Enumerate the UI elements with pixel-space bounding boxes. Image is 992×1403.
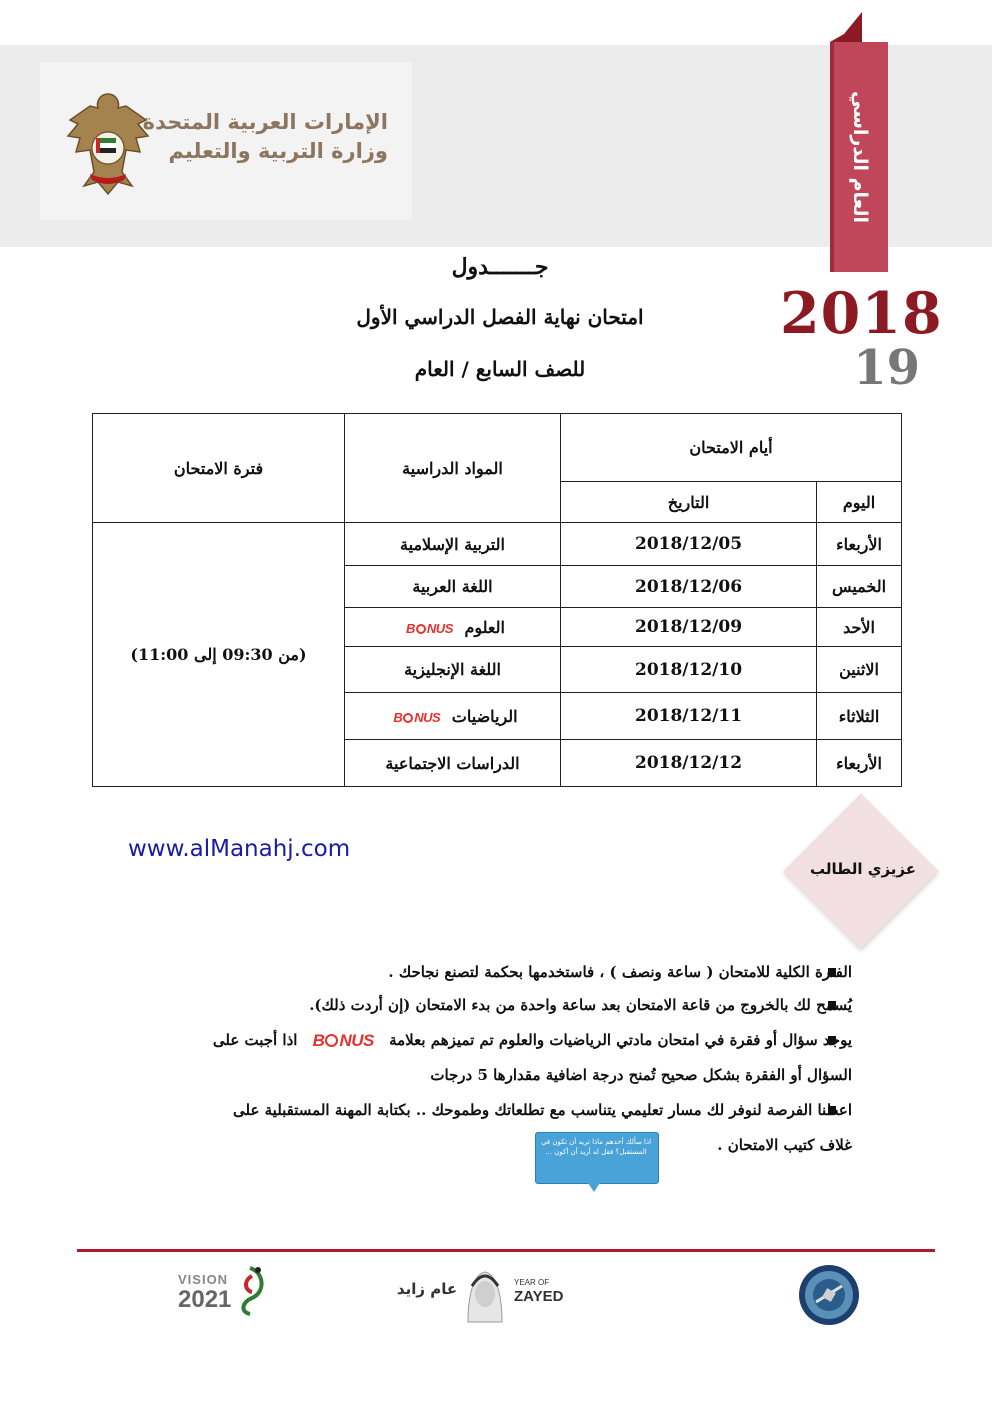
exam-schedule-table [92,413,902,787]
zayed-portrait-icon [460,1264,510,1324]
vision-swirl-icon [230,1262,270,1318]
date-cell: 2018/12/06 [561,566,817,608]
subject-cell: اللغة العربية [345,566,561,608]
subject-text: العلوم [464,617,505,637]
subject-text: الرياضيات [451,706,518,726]
footer-divider [77,1249,935,1252]
header-day: اليوم [817,482,902,523]
subject-cell: الدراسات الاجتماعية [345,740,561,787]
day-cell: الأربعاء [817,740,902,787]
bonus-badge-icon: B NUS [393,709,441,725]
khalifa-sat-badge-icon [798,1264,860,1326]
note-4-line-1: اعطنا الفرصة لنوفر لك مسار تعليمي يتناسب مع تطلعاتك وطموحك .. بكتابة المهنة المستقبلية على [232,1101,852,1119]
table-row [93,523,902,566]
day-cell: الأحد [817,608,902,647]
note-3-line-2: السؤال أو الفقرة بشكل صحيح تُمنح درجة اضافية مقدارها 5 درجات [430,1066,852,1084]
org-name-line-2: وزارة التربية والتعليم [168,139,388,163]
subject-cell: اللغة الإنجليزية [345,647,561,693]
note-1: الفترة الكلية للامتحان ( ساعة ونصف ) ، فاستخدمها بحكمة لتصنع نجاحك . [388,963,852,981]
day-cell: الخميس [817,566,902,608]
day-cell: الثلاثاء [817,693,902,740]
date-cell: 2018/12/05 [561,523,817,566]
header-date: التاريخ [561,482,817,523]
website-link[interactable]: www.alManahj.com [128,836,351,862]
bonus-badge-icon: B NUS [312,1031,374,1050]
subject-cell [345,693,561,740]
exam-period-value: (من 09:30 إلى 11:00) [130,645,307,664]
header-subjects: المواد الدراسية [345,414,561,523]
year-label-primary: 2018 [780,280,943,347]
date-cell: 2018/12/10 [561,647,817,693]
note-3-line-1: يوجد سؤال أو فقرة في امتحان مادتي الرياضيات والعلوم تم تميزهم بعلامة B NUS اذا أجبت على [213,1023,852,1058]
subject-cell [345,608,561,647]
header-exam-days: أيام الامتحان [561,414,902,482]
uae-emblem-icon [66,90,150,198]
speech-bubble-text: اذا سألك أحدهم ماذا تريد أن تكون في المستقبل؟ فقل له أريد أن أكون ... [540,1138,652,1156]
dear-student-label: عزيزي الطالب [809,860,917,878]
exam-title: امتحان نهاية الفصل الدراسي الأول [356,305,644,329]
year-label-secondary: 19 [853,340,920,396]
speech-bubble-tail [586,1180,602,1192]
grade-title: للصف السابع / العام [414,357,586,381]
date-cell: 2018/12/12 [561,740,817,787]
date-cell: 2018/12/09 [561,608,817,647]
date-cell: 2018/12/11 [561,693,817,740]
ribbon-label: العام الدراسي [849,90,871,224]
exam-period-cell [93,523,345,787]
header-exam-period: فترة الامتحان [93,414,345,523]
day-cell: الاثنين [817,647,902,693]
subject-cell: التربية الإسلامية [345,523,561,566]
schedule-heading: جـــــــدول [451,254,549,280]
vision-2021-logo: VISION 2021 [178,1262,270,1324]
org-name-line-1: الإمارات العربية المتحدة [142,110,388,134]
bonus-badge-icon: B NUS [406,620,453,636]
year-of-zayed-logo: عام زايد YEAR OF ZAYED [396,1262,572,1326]
note-2: يُسمح لك بالخروج من قاعة الامتحان بعد ساعة واحدة من بدء الامتحان (إن أردت ذلك). [309,996,852,1014]
day-cell: الأربعاء [817,523,902,566]
note-4-line-2: غلاف كتيب الامتحان . [717,1136,852,1154]
